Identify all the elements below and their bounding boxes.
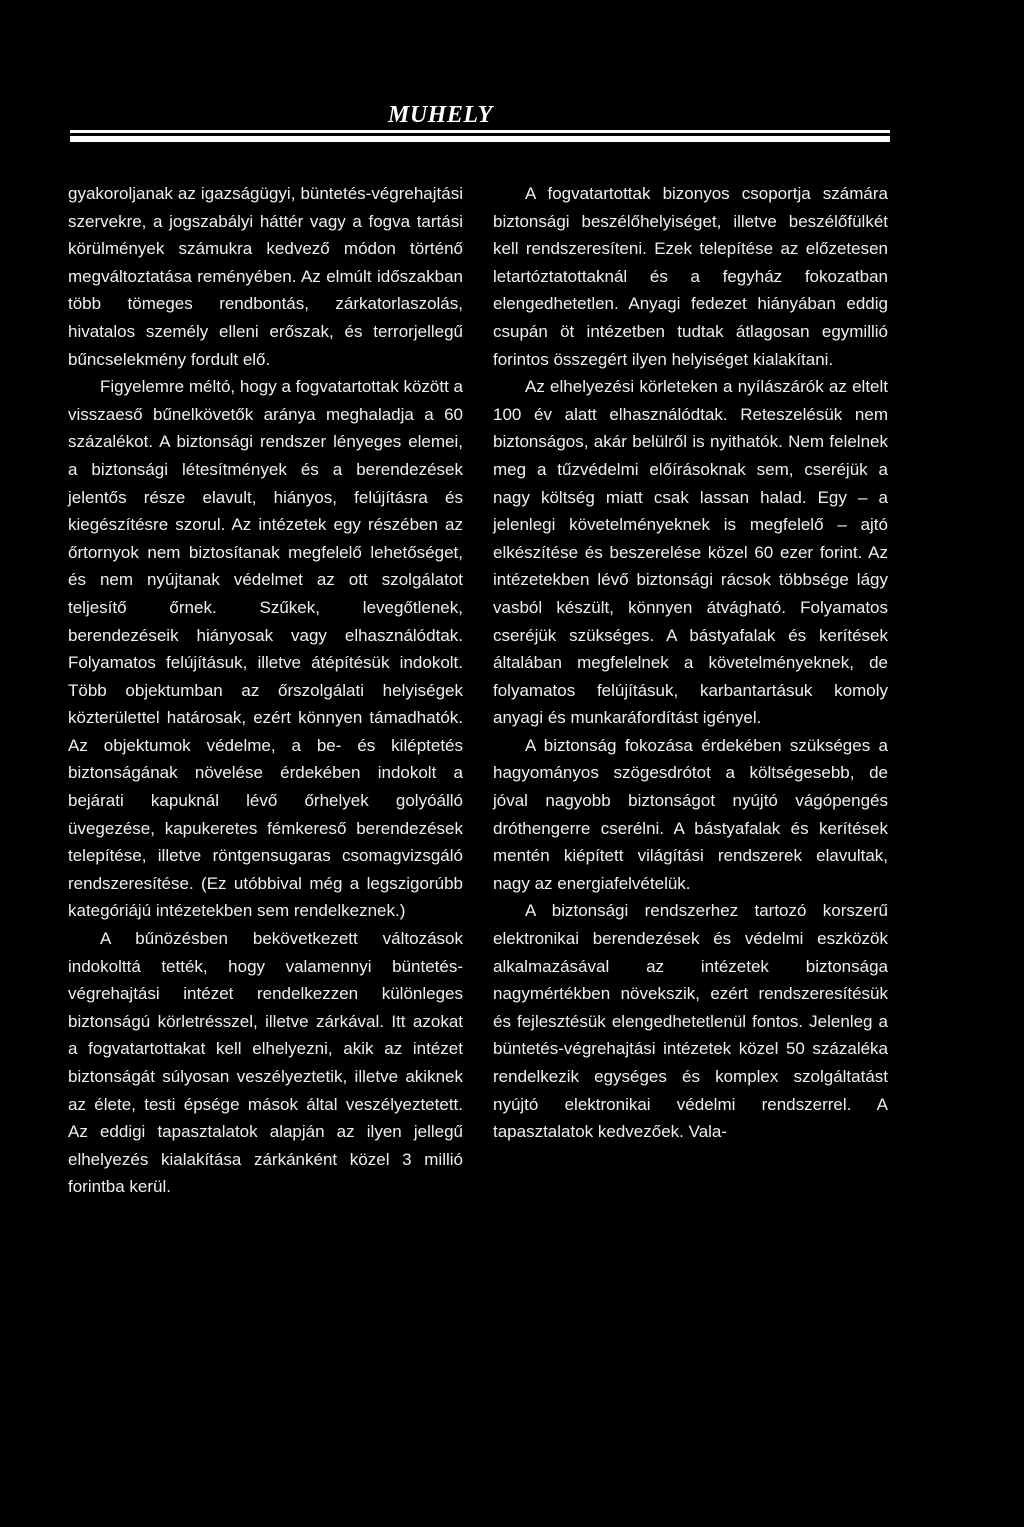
paragraph: A biztonság fokozása érdekében szükséges a hagyományos szögesdrótot a költségesebb, de jóval nagyobb biztonságot nyújtó vágópengés dróthengerre cserélni. A bástyafalak és kerítések mentén kiépített világítási rendszerek elavultak, nagy az energiafelvételük.: [493, 735, 888, 893]
paragraph: A bűnözésben bekövetkezett változások indokolttá tették, hogy valamennyi büntetés-végrehajtási intézet rendelkezzen különleges biztonságú körletrésszel, illetve zárkával. Itt azokat a fogvatartottakat kell elhelyezni, akik az intézet biztonságát súlyosan veszélyeztetik, illetve akiknek az élete, testi épsége mások által veszélyeztetett. Az eddigi tapasztalatok alapján az ilyen jellegű elhelyezés kialakítása zárkánként közel 3 millió forintba kerül.: [68, 929, 463, 1197]
left-column: [68, 180, 463, 1201]
page-header: [70, 96, 890, 156]
paragraph: Figyelemre méltó, hogy a fogvatartottak között a visszaeső bűnelkövetők aránya meghaladja a 60 százalékot. A biztonsági rendszer lényeges elemei, a biztonsági létesítmények és a berendezések jelentős része elavult, hiányos, felújításra és kiegészítésre szorul. Az intézetek egy részében az őrtornyok nem biztosítanak megfelelő lehetőséget, és nem nyújtanak védelmet az ott szolgálatot teljesítő őrnek. Szűkek, levegőtlenek, berendezéseik hiányosak vagy elhasználódtak. Folyamatos felújításuk, illetve átépítésük indokolt. Több objektumban az őrszolgálati helyiségek közterülettel határosak, ezért könnyen támadhatók. Az objektumok védelme, a be- és kiléptetés biztonságának növelése érdekében indokolt a bejárati kapuknál lévő őrhelyek golyóálló üvegezése, kapukeretes fémkereső berendezések telepítése, illetve röntgensugaras csomagvizsgáló rendszeresítése. (Ez utóbbival még a legszigorúbb kategóriájú intézetekben sem rendelkeznek.): [68, 377, 463, 921]
right-column: [493, 180, 888, 1146]
paragraph: A fogvatartottak bizonyos csoportja számára biztonsági beszélőhelyiséget, illetve beszélőfülkét kell rendszeresíteni. Ezek telepítése az előzetesen letartóztatottaknál és a fegyház fokozatban elengedhetetlen. Anyagi fedezet hiányában eddig csupán öt intézetben tudtak átlagosan egymillió forintos összegért ilyen helyiséget kialakítani.: [493, 184, 888, 369]
paragraph: Az elhelyezési körleteken a nyílászárók az eltelt 100 év alatt elhasználódtak. Reteszelésük nem biztonságos, akár belülről is nyithatók. Nem felelnek meg a tűzvédelmi előírásoknak sem, cseréjük a nagy költség miatt csak lassan halad. Egy – a jelenlegi követelményeknek is megfelelő – ajtó elkészítése és beszerelése közel 60 ezer forint. Az intézetekben lévő biztonsági rácsok többsége lágy vasból készült, könnyen átvágható. Folyamatos cseréjük szükséges. A bástyafalak és kerítések általában megfelelnek a követelményeknek, de folyamatos felújításuk, karbantartásuk komoly anyagi és munkaráfordítást igényel.: [493, 377, 888, 728]
paragraph: gyakoroljanak az igazságügyi, büntetés-végrehajtási szervekre, a jogszabályi háttér vagy a fogva tartási körülmények számukra kedvező módon történő megváltoztatása reményében. Az elmúlt időszakban több tömeges rendbontás, zárkatorlaszolás, hivatalos személy elleni erőszak, és terrorjellegű bűncselekmény fordult elő.: [68, 184, 463, 369]
header-rule-thin: [70, 130, 890, 133]
section-title: MUHELY: [388, 102, 493, 128]
paragraph: A biztonsági rendszerhez tartozó korszerű elektronikai berendezések és védelmi eszközök alkalmazásával az intézetek biztonsága nagymértékben növekszik, ezért rendszeresítésük és fejlesztésük elengedhetetlenül fontos. Jelenleg a büntetés-végrehajtási intézetek közel 50 százaléka rendelkezik egységes és komplex szolgáltatást nyújtó elektronikai védelmi rendszerrel. A tapasztalatok kedvezőek. Vala-: [493, 901, 888, 1142]
header-rule-thick: [70, 136, 890, 142]
